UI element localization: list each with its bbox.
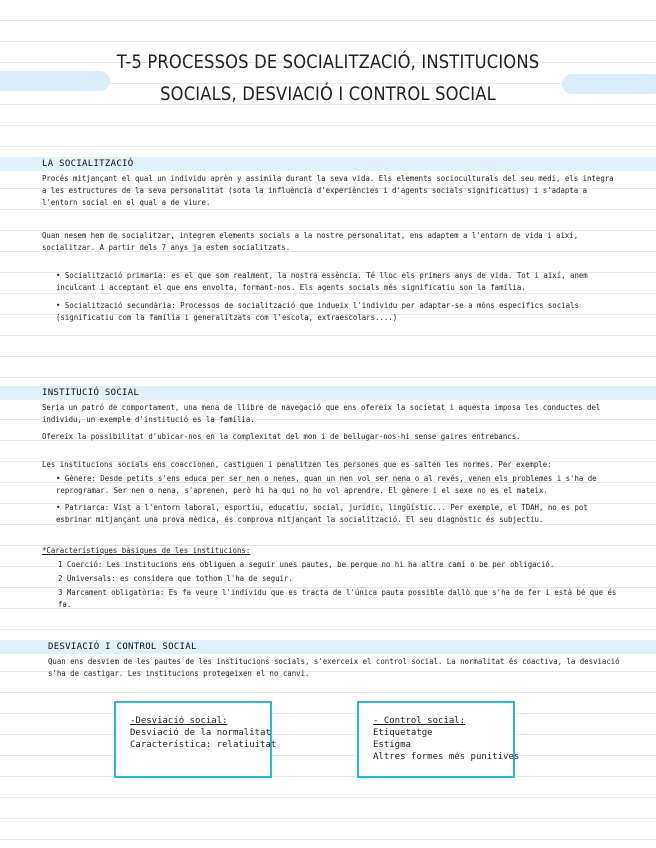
institucio-paragraph-3: Les institucions socials ens coaccionen, castiguen i penalitzen les persones que es salten les normes. Per exemple:	[42, 460, 552, 469]
institucio-features-heading: *Característiques bàsiques de les institucions:	[42, 546, 251, 555]
feature-coercio: 1 Coerció: Les institucions ens obliguen a seguir unes pautes, be perque no hi ha altre camí o be per obligació.	[58, 560, 555, 569]
box-control-line-1: Etiquetatge	[373, 728, 433, 738]
list-item-socialitzacio-secundaria: • Socialització secundària: Processos de socialització que indueix l'individu per adaptar-se a móns específics socials (significatiu com la família i generalitzats com l'escola, extraescolars....)	[56, 301, 579, 322]
socialitzacio-paragraph-2: Quan nesem hem de socialitzar, integrem elements socials a la nostre personalitat, ens adaptem a l'entorn de vida i així, socialitzar. A partir dels 7 anys ja estem socialitzats.	[42, 231, 579, 252]
box-control-social	[357, 701, 520, 778]
page-title-line-2: SOCIALS, DESVIACIÓ I CONTROL SOCIAL	[160, 83, 496, 105]
box-desviacio-line-1: Desviació de la normalitat	[130, 728, 271, 738]
heading-desviacio: DESVIACIÓ I CONTROL SOCIAL	[48, 642, 197, 652]
list-item-patriarca: • Patriarca: Vist a l'entorn laboral, esportiu, educatiu, social, jurídic, lingüístic... Per exemple, el TDAH, no es pot esbrinar mitjançant una prova mèdica, és comprova mitjançant la socialització. El seu diagnòstic és subjectiu.	[56, 503, 588, 524]
socialitzacio-paragraph-1: Procés mitjançant el qual un individu aprèn y assimila durant la seva vida. Els elements socioculturals del seu medi, els integra a les estructures de la seva personalitat (sota la influència d'experiències i d'agents socials significatius) i s'adapta a l'entorn social en el qual a de viure.	[42, 174, 614, 207]
heading-socialitzacio: LA SOCIALITZACIÓ	[42, 159, 134, 169]
desviacio-paragraph-1: Quan ens desviem de les pautes de les institucions socials, s'exerceix el control social. La normalitat és coactiva, la desviació s'ha de castigar. Les institucions protegeixen el no canvi.	[48, 657, 620, 678]
page-title-line-1: T-5 PROCESSOS DE SOCIALITZACIÓ, INSTITUCIONS	[116, 51, 540, 73]
box-desviacio-line-2: Característica: relatiuitat	[130, 740, 277, 750]
title-highlight-right	[562, 74, 656, 94]
institucio-paragraph-2: Ofereix la possibilitat d'ubicar-nos en la complexitat del mon i de bellugar-nos-hi sense gaires entrebancs.	[42, 432, 521, 441]
feature-marcament: 3 Marcament obligatòria: Es fa veure l'individu que es tracta de l'única pauta possible dallò que s'ha de fer i està bé que és fa.	[58, 588, 617, 609]
box-control-title: - Control social:	[373, 716, 466, 726]
title-highlight-left	[0, 71, 110, 91]
box-desviacio-title: -Desviació social:	[130, 716, 228, 726]
list-item-genere: • Gènere: Desde petits s'ens educa per ser nen o nenes, quan un nen vol ser nena o al revés, venen els problemes i s'ha de reprogramar. Ser nen o nena, s'aprenen, però hi ha qui no ho vol aprendre. El gènere i el sexe no es el mateix.	[56, 474, 597, 495]
feature-universals: 2 Universals: es considera que tothom l'ha de seguir.	[58, 574, 293, 583]
heading-institucio: INSTITUCIÓ SOCIAL	[42, 388, 140, 398]
list-item-socialitzacio-primaria: • Socialització primaria: es el que som realment, la nostra essència. Té lloc els primers anys de vida. Tot i així, anem inculcant i acceptant el que ens envolta, formant-nos. Els agents socials més significatiu son la família.	[56, 271, 588, 292]
box-control-line-2: Estigma	[373, 740, 411, 750]
institucio-paragraph-1: Seria un patró de comportament, una mena de llibre de navegació que ens ofereix la societat i aquesta imposa les conductes del individu, un exemple d'institució es la família.	[42, 403, 601, 424]
box-control-line-3: Altres formes més punitives	[373, 752, 520, 762]
box-desviacio-social	[114, 701, 277, 778]
